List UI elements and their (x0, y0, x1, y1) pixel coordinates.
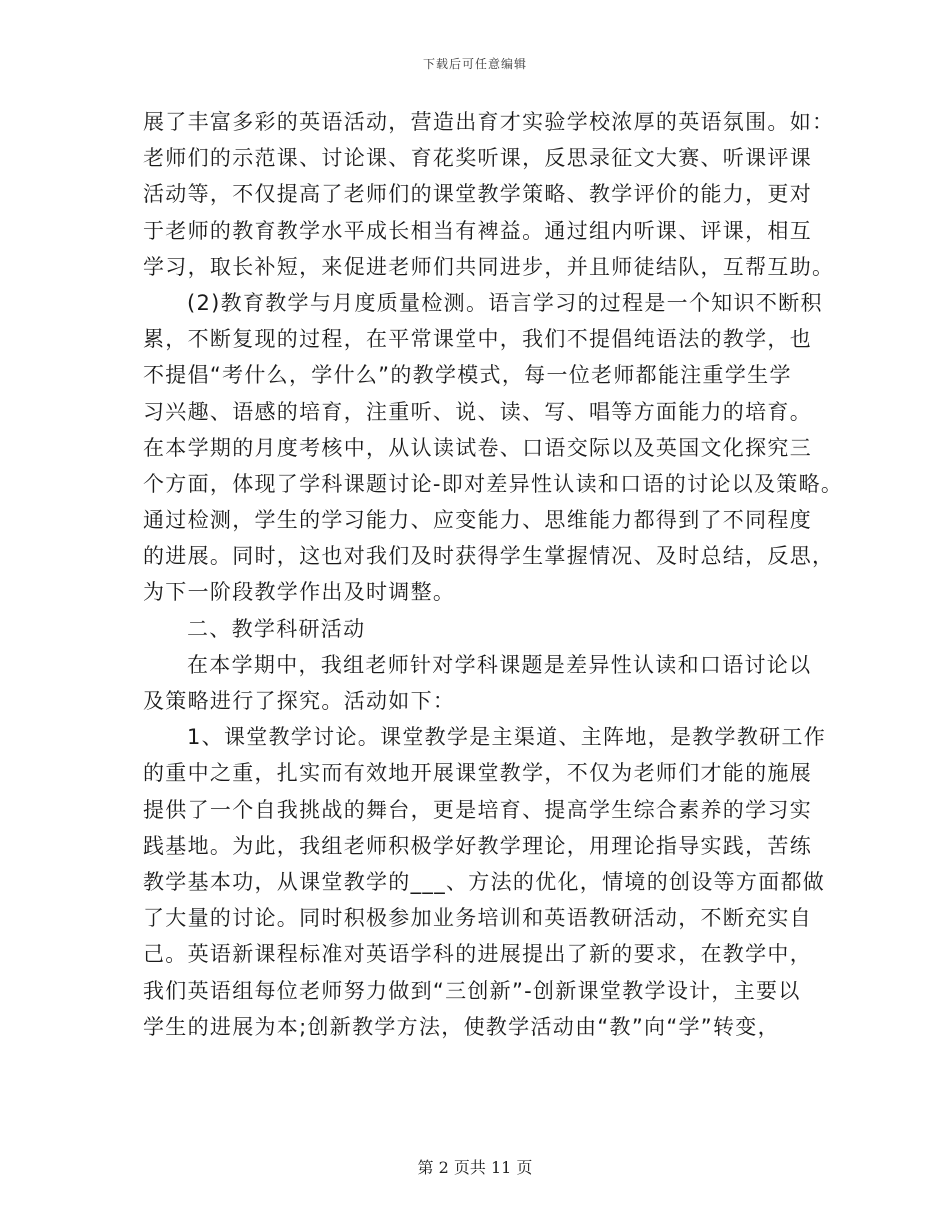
text-line: 的重中之重，扎实而有效地开展课堂教学，不仅为老师们才能的施展 (143, 761, 812, 786)
text-line: 二、教学科研活动 (187, 616, 366, 641)
text-line: 学习，取长补短，来促进老师们共同进步，并且师徒结队，互帮互助。 (143, 254, 835, 279)
text-line: 教学基本功，从课堂教学的___、方法的优化，情境的创设等方面都做 (143, 869, 826, 894)
text-line: 我们英语组每位老师努力做到“三创新”-创新课堂教学设计，主要以 (143, 978, 801, 1003)
text-line: 展了丰富多彩的英语活动，营造出育才实验学校浓厚的英语氛围。如： (143, 110, 835, 134)
text-line: 的进展。同时，这也对我们及时获得学生掌握情况、及时总结，反思， (143, 544, 835, 569)
document-body (143, 104, 844, 1045)
text-line: 在本学期中，我组老师针对学科课题是差异性认读和口语讨论以 (187, 652, 812, 677)
text-line: 提供了一个自我挑战的舞台，更是培育、提高学生综合素养的学习实 (143, 797, 812, 822)
text-line: 学生的进展为本;创新教学方法，使教学活动由“教”向“学”转变， (143, 1014, 780, 1039)
text-line: 己。英语新课程标准对英语学科的进展提出了新的要求，在教学中， (143, 942, 812, 967)
text-line: 活动等，不仅提高了老师们的课堂教学策略、教学评价的能力，更对 (143, 182, 812, 207)
text-line: 及策略进行了探究。活动如下： (143, 689, 456, 713)
text-line: 习兴趣、语感的培育，注重听、说、读、写、唱等方面能力的培育。 (143, 399, 812, 424)
text-line: 了大量的讨论。同时积极参加业务培训和英语教研活动，不断充实自 (143, 906, 812, 931)
text-line: (2)教育教学与月度质量检测。语言学习的过程是一个知识不断积 (187, 290, 823, 315)
text-line: 为下一阶段教学作出及时调整。 (143, 580, 456, 605)
text-line: 通过检测，学生的学习能力、应变能力、思维能力都得到了不同程度 (143, 508, 812, 533)
text-line: 不提倡“考什么，学什么”的教学模式，每一位老师都能注重学生学 (143, 363, 792, 388)
text-line: 1、课堂教学讨论。课堂教学是主渠道、主阵地，是教学教研工作 (187, 725, 827, 750)
text-line: 老师们的示范课、讨论课、育花奖听课，反思录征文大赛、听课评课 (143, 146, 812, 171)
text-line: 于老师的教育教学水平成长相当有裨益。通过组内听课、评课，相互 (143, 218, 812, 243)
page-header: 下载后可任意编辑 (422, 57, 527, 71)
text-line: 践基地。为此，我组老师积极学好教学理论，用理论指导实践，苦练 (143, 833, 812, 858)
text-line: 在本学期的月度考核中，从认读试卷、口语交际以及英国文化探究三 (143, 435, 812, 460)
text-line: 个方面，体现了学科课题讨论-即对差异性认读和口语的讨论以及策略。 (143, 471, 844, 496)
text-line: 累，不断复现的过程，在平常课堂中，我们不提倡纯语法的教学，也 (143, 327, 812, 352)
page-footer: 第 2 页共 11 页 (417, 1158, 533, 1177)
